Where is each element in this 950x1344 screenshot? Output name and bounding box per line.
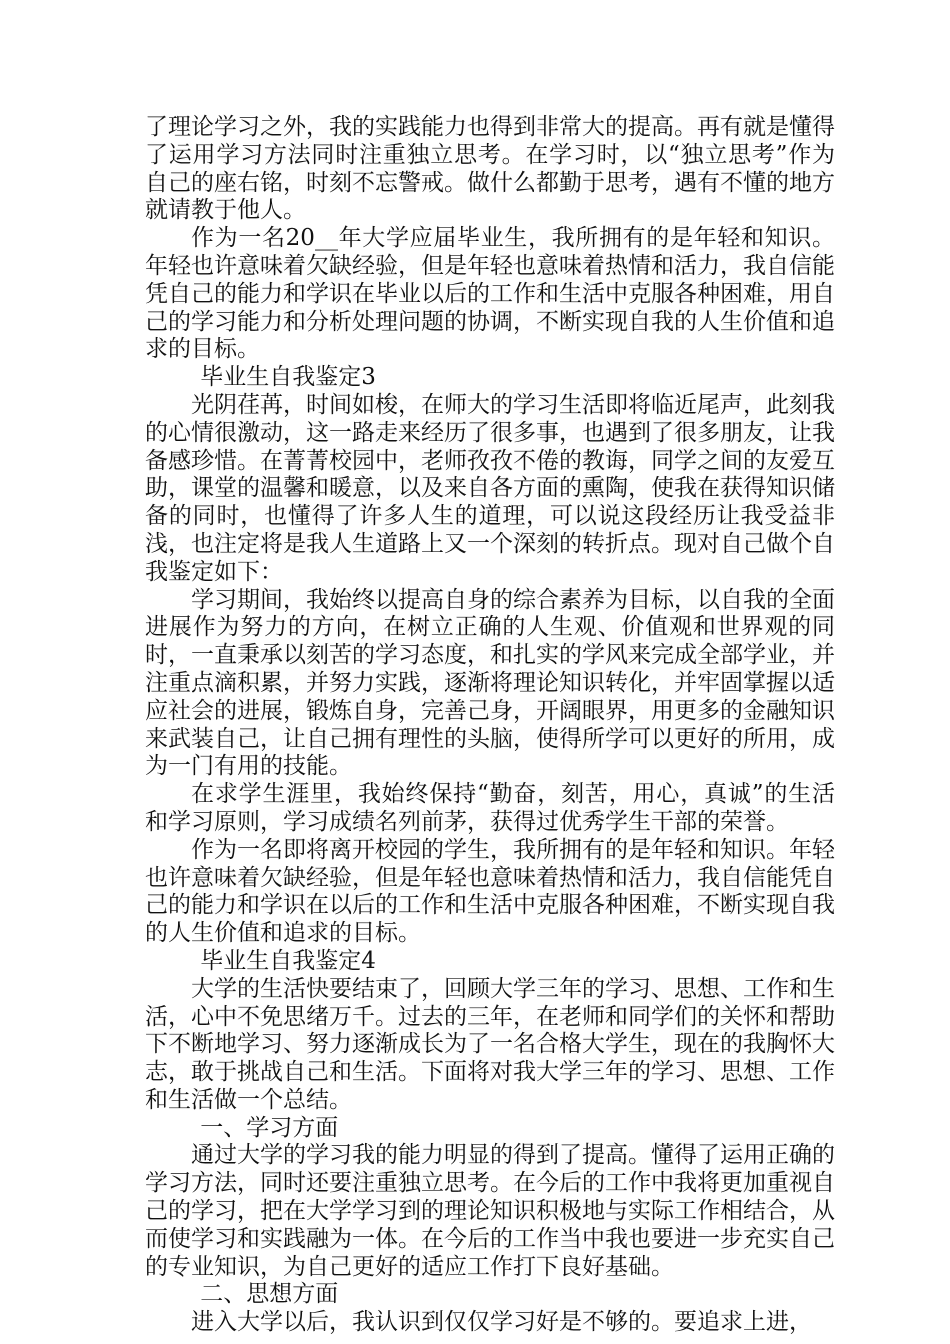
subsection-heading: 一、学习方面 <box>200 1114 339 1141</box>
paragraph: 了理论学习之外，我的实践能力也得到非常大的提高。再有就是懂得了运用学习方法同时注重独立思考。在学习时，以“独立思考”作为自己的座右铭，时刻不忘警戒。做什么都勤于思考，遇有不懂的地方就请教于他人。 <box>145 114 835 224</box>
subsection-heading: 二、思想方面 <box>200 1281 339 1308</box>
paragraph: 光阴荏苒，时间如梭，在师大的学习生活即将临近尾声，此刻我的心情很激动，这一路走来经历了很多事，也遇到了很多朋友，让我备感珍惜。在菁菁校园中，老师孜孜不倦的教诲，同学之间的友爱互助，课堂的温馨和暖意，以及来自各方面的熏陶，使我在获得知识储备的同时，也懂得了许多人生的道理，可以说这段经历让我受益非浅，也注定将是我人生道路上又一个深刻的转折点。现对自己做个自我鉴定如下： <box>145 391 835 585</box>
section-heading: 毕业生自我鉴定3 <box>200 364 376 391</box>
paragraph: 大学的生活快要结束了，回顾大学三年的学习、思想、工作和生活，心中不免思绪万千。过去的三年，在老师和同学们的关怀和帮助下不断地学习、努力逐渐成长为了一名合格大学生，现在的我胸怀大志，敢于挑战自己和生活。下面将对我大学三年的学习、思想、工作和生活做一个总结。 <box>145 975 835 1113</box>
paragraph: 通过大学的学习我的能力明显的得到了提高。懂得了运用正确的学习方法，同时还要注重独立思考。在今后的工作中我将更加重视自己的学习，把在大学学习到的理论知识积极地与实际工作相结合，从而使学习和实践融为一体。在今后的工作当中我也要进一步充实自己的专业知识，为自己更好的适应工作打下良好基础。 <box>145 1142 835 1280</box>
paragraph: 进入大学以后，我认识到仅仅学习好是不够的。要追求上进， <box>191 1309 812 1336</box>
document-page <box>145 114 835 1337</box>
section-heading: 毕业生自我鉴定4 <box>200 947 376 974</box>
paragraph: 学习期间，我始终以提高自身的综合素养为目标，以自我的全面进展作为努力的方向，在树立正确的人生观、价值观和世界观的同时，一直秉承以刻苦的学习态度，和扎实的学风来完成全部学业，并注重点滴积累，并努力实践，逐渐将理论知识转化，并牢固掌握以适应社会的进展，锻炼自身，完善己身，开阔眼界，用更多的金融知识来武装自己，让自己拥有理性的头脑，使得所学可以更好的所用，成为一门有用的技能。 <box>145 586 835 780</box>
paragraph: 作为一名即将离开校园的学生，我所拥有的是年轻和知识。年轻也许意味着欠缺经验，但是年轻也意味着热情和活力，我自信能凭自己的能力和学识在以后的工作和生活中克服各种困难，不断实现自我的人生价值和追求的目标。 <box>145 836 835 947</box>
paragraph: 在求学生涯里，我始终保持“勤奋，刻苦，用心，真诚”的生活和学习原则，学习成绩名列前茅，获得过优秀学生干部的荣誉。 <box>145 781 835 835</box>
paragraph: 作为一名20__年大学应届毕业生，我所拥有的是年轻和知识。年轻也许意味着欠缺经验，但是年轻也意味着热情和活力，我自信能凭自己的能力和学识在毕业以后的工作和生活中克服各种困难，用自己的学习能力和分析处理问题的协调，不断实现自我的人生价值和追求的目标。 <box>145 225 835 363</box>
